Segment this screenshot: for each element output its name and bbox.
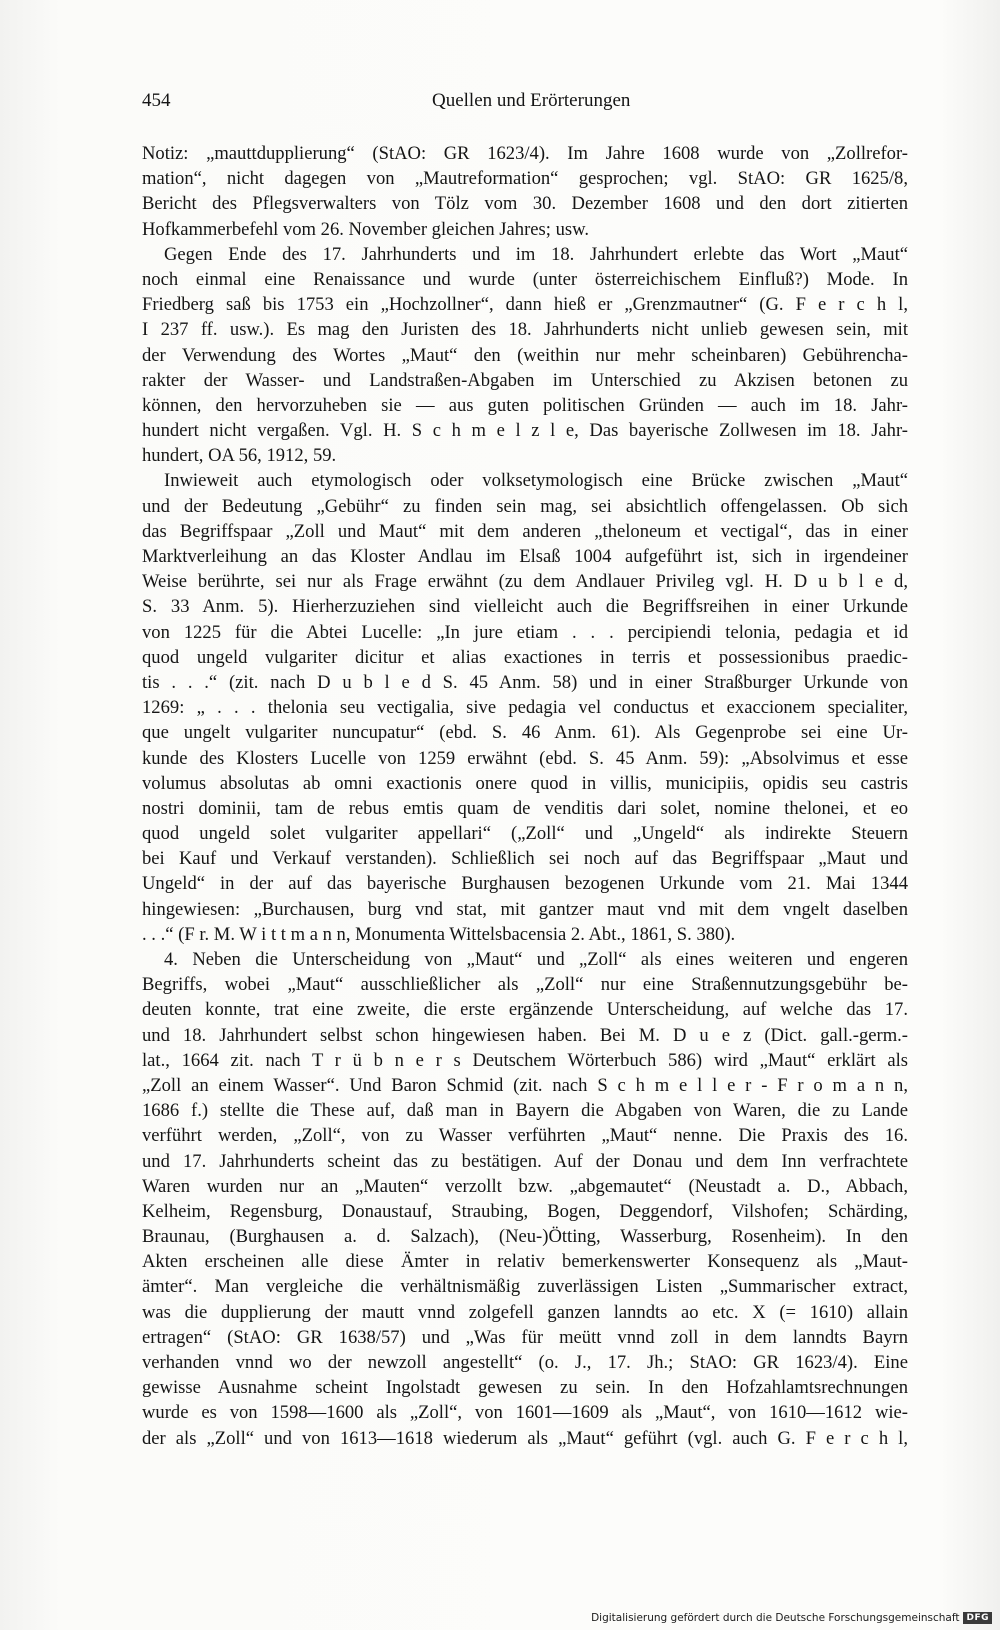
text-line: gewisse Ausnahme scheint Ingolstadt gewesen zu sein. In den Hofzahlamtsrechnungen [142,1377,908,1399]
text-line: Kelheim, Regensburg, Donaustauf, Straubing, Bogen, Deggendorf, Vilshofen; Schärding, [142,1200,908,1222]
text-line: und der Bedeutung „Gebühr“ zu finden sein mag, sei absichtlich offengelassen. Ob sich [142,495,908,517]
text-line: der Verwendung des Wortes „Maut“ den (weithin nur mehr scheinbaren) Gebührencha- [142,344,908,366]
text-line: kunde des Klosters Lucelle von 1259 erwähnt (ebd. S. 45 Anm. 59): „Absolvimus et esse [142,747,908,769]
text-line: und 18. Jahrhundert selbst schon hingewiesen haben. Bei M. D u e z (Dict. gall.-germ.- [142,1024,908,1046]
text-line: und 17. Jahrhunderts scheint das zu bestätigen. Auf der Donau und dem Inn verfrachtete [142,1150,908,1172]
text-line: I 237 ff. usw.). Es mag den Juristen des 18. Jahrhunderts nicht unlieb gewesen sein, mit [142,319,908,341]
text-line: verhanden vnnd wo der newzoll angestellt“ (o. J., 17. Jh.; StAO: GR 1623/4). Eine [142,1352,908,1373]
text-line: 4. Neben die Unterscheidung von „Maut“ und „Zoll“ als eines weiteren und engeren [164,949,908,970]
text-line: Waren wurden nur an „Mauten“ verzollt bzw. „abgemautet“ (Neustadt a. D., Abbach, [142,1175,908,1197]
text-line: . . .“ (F r. M. W i t t m a n n, Monumenta Wittelsbacensia 2. Abt., 1861, S. 380). [142,923,736,945]
text-line: mation“, nicht dagegen von „Mautreformation“ gesprochen; vgl. StAO: GR 1625/8, [142,168,908,190]
text-line: das Begriffspaar „Zoll und Maut“ mit dem anderen „theloneum et vectigal“, das in einer [142,520,908,542]
text-line: rakter der Wasser- und Landstraßen-Abgaben im Unterschied zu Akzisen betonen zu [142,369,908,391]
text-line: quod ungeld solet vulgariter appellari“ („Zoll“ und „Ungeld“ als indirekte Steuern [142,823,908,845]
text-line: hundert, OA 56, 1912, 59. [142,445,337,467]
footer-text: Digitalisierung gefördert durch die Deutsche Forschungsgemeinschaft [591,1612,960,1624]
page-number: 454 [142,90,171,111]
text-line: hundert nicht vergaßen. Vgl. H. S c h m e l z l e, Das bayerische Zollwesen im 18. Jahr- [142,420,908,442]
text-line: Weise berührte, sei nur als Frage erwähnt (zu dem Andlauer Privileg vgl. H. D u b l e d, [142,571,908,593]
text-line: können, den hervorzuheben sie — aus guten politischen Gründen — auch im 18. Jahr- [142,394,908,416]
text-line: tis . . .“ (zit. nach D u b l e d S. 45 Anm. 58) und in einer Straßburger Urkunde von [142,671,908,693]
text-line: Inwieweit auch etymologisch oder volksetymologisch eine Brücke zwischen „Maut“ [164,470,908,492]
text-line: 1686 f.) stellte die These auf, daß man in Bayern die Abgaben von Waren, die zu Lande [142,1100,908,1122]
text-line: nostri dominii, tam de rebus emtis quam de venditis dari solet, nomine thelonei, et eo [142,797,908,819]
text-line: Bericht des Pflegsverwalters von Tölz vom 30. Dezember 1608 und den dort zitierten [142,193,908,215]
text-line: Begriffs, wobei „Maut“ ausschließlicher als „Zoll“ nur eine Straßennutzungsgebühr be- [142,974,908,996]
text-line: ämter“. Man vergleiche die verhältnismäßig zuverlässigen Listen „Summarischer extract, [142,1276,908,1298]
text-line: „Zoll an einem Wasser“. Und Baron Schmid (zit. nach S c h m e l l e r - F r o m a n n, [142,1074,908,1096]
text-line: wurde es von 1598—1600 als „Zoll“, von 1601—1609 als „Maut“, von 1610—1612 wie- [142,1402,908,1424]
text-line: der als „Zoll“ und von 1613—1618 wiederum als „Maut“ geführt (vgl. auch G. F e r c h l, [142,1427,908,1449]
text-line: Akten erscheinen alle diese Ämter in relativ bemerkenswerter Konsequenz als „Maut- [142,1251,908,1273]
page-header [142,90,908,120]
dfg-logo: DFG [963,1612,992,1624]
text-line: Notiz: „mauttdupplierung“ (StAO: GR 1623/4). Im Jahre 1608 wurde von „Zollrefor- [142,143,908,164]
text-line: quod ungeld vulgariter dicitur et alias exactiones in terris et possessionibus praedic- [142,646,908,668]
text-line: ertragen“ (StAO: GR 1638/57) und „Was für meütt vnnd zoll in dem lanndts Bayrn [142,1326,908,1348]
text-line: verführt werden, „Zoll“, von zu Wasser verführten „Maut“ nenne. Die Praxis des 16. [142,1125,908,1147]
body-text [142,141,908,1451]
text-line: S. 33 Anm. 5). Hierherzuziehen sind vielleicht auch die Begriffsreihen in einer Urkunde [142,596,908,618]
text-line: volumus absolutas ab omni exactionis onere quod in villis, municipiis, opidis seu castris [142,772,908,794]
text-line: hingewiesen: „Burchausen, burg vnd stat, mit gantzer maut vnd mit dem vngelt daselben [142,898,908,920]
text-line: Marktverleihung an das Kloster Andlau im Elsaß 1004 aufgeführt ist, sich in irgendeiner [142,546,908,567]
text-line: que ungelt vulgariter nuncupatur“ (ebd. S. 46 Anm. 61). Als Gegenprobe sei eine Ur- [142,722,908,744]
text-line: Hofkammerbefehl vom 26. November gleichen Jahres; usw. [142,218,589,240]
text-line: was die dupplierung der mautt vnnd zolgefell ganzen lanndts ao etc. X (= 1610) allain [142,1301,908,1323]
text-line: 1269: „ . . . thelonia seu vectigalia, sive pedagia vel conductus et exaccionem specialiter, [142,697,908,719]
text-line: noch einmal eine Renaissance und wurde (unter österreichischem Einfluß?) Mode. In [142,268,908,290]
text-line: Gegen Ende des 17. Jahrhunderts und im 18. Jahrhundert erlebte das Wort „Maut“ [164,243,908,265]
text-line: bei Kauf und Verkauf verstanden). Schließlich sei noch auf das Begriffspaar „Maut und [142,848,908,870]
text-line: deuten konnte, trat eine zweite, die erste ergänzende Unterscheidung, auf welche das 17. [142,999,908,1021]
digitization-footer [591,1610,992,1626]
text-line: Friedberg saß bis 1753 ein „Hochzollner“, dann hieß er „Grenzmautner“ (G. F e r c h l, [142,294,908,316]
text-line: von 1225 für die Abtei Lucelle: „In jure etiam . . . percipiendi telonia, pedagia et id [142,621,908,643]
text-line: lat., 1664 zit. nach T r ü b n e r s Deutschem Wörterbuch 586) wird „Maut“ erklärt als [142,1049,908,1071]
text-line: Ungeld“ in der auf das bayerische Burghausen bezogenen Urkunde vom 21. Mai 1344 [142,873,908,895]
text-line: Braunau, (Burghausen a. d. Salzach), (Neu-)Ötting, Wasserburg, Rosenheim). In den [142,1226,908,1248]
running-title: Quellen und Erörterungen [432,90,631,111]
